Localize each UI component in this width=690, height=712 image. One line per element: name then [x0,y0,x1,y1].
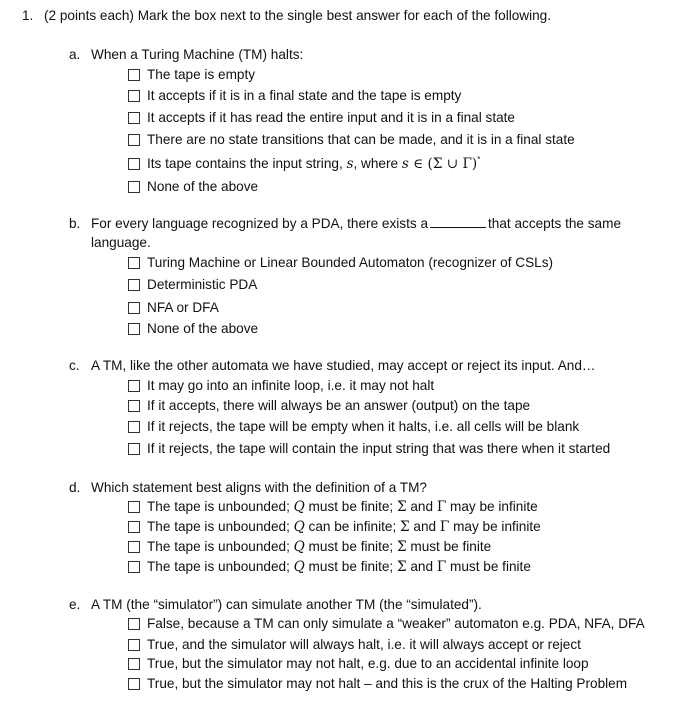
part-a-option-1[interactable] [128,67,255,82]
part-b-option-4[interactable] [128,321,258,336]
part-b-option-1[interactable] [128,255,553,270]
option-label: True, and the simulator will always halt, i.e. it will always accept or reject [147,637,581,652]
option-label: The tape is unbounded; Q must be finite; Σ must be finite [147,539,492,555]
question-number: 1. [22,8,34,23]
checkbox[interactable] [128,257,140,269]
option-label: The tape is empty [147,67,256,82]
option-label: True, but the simulator may not halt, e.g. due to an accidental infinite loop [147,656,589,671]
checkbox[interactable] [128,618,140,630]
checkbox[interactable] [128,112,140,124]
fill-in-blank [430,216,486,228]
option-label: It accepts if it has read the entire input and it is in a final state [147,110,515,125]
checkbox[interactable] [128,541,140,553]
part-d-prompt-text: Which statement best aligns with the definition of a TM? [91,480,427,495]
part-c-letter: c. [69,358,80,373]
part-c-option-2[interactable] [128,398,530,413]
part-d-option-1[interactable] [128,499,538,515]
option-label: If it accepts, there will always be an answer (output) on the tape [147,398,531,413]
part-a-option-5[interactable] [128,155,480,172]
checkbox[interactable] [128,181,140,193]
checkbox[interactable] [128,443,140,455]
checkbox[interactable] [128,658,140,670]
checkbox[interactable] [128,400,140,412]
part-a-option-2[interactable] [128,88,461,103]
part-c-prompt-text: A TM, like the other automata we have studied, may accept or reject its input. And… [91,358,596,373]
option-label: Its tape contains the input string, s, where s ∈ (Σ ∪ Γ)* [147,155,481,172]
part-e-letter: e. [69,597,81,612]
option-label: None of the above [147,179,259,194]
part-b-option-2[interactable] [128,277,257,292]
option-label: None of the above [147,321,259,336]
part-d-option-2[interactable] [128,519,541,535]
option-label: There are no state transitions that can be made, and it is in a final state [147,132,575,147]
option-label: It may go into an infinite loop, i.e. it may not halt [147,378,435,393]
checkbox[interactable] [128,302,140,314]
part-a-option-3[interactable] [128,110,515,125]
part-e-option-4[interactable] [128,676,627,691]
part-a-prompt [69,47,303,62]
option-label: Turing Machine or Linear Bounded Automaton (recognizer of CSLs) [147,255,554,270]
checkbox[interactable] [128,158,140,170]
checkbox[interactable] [128,561,140,573]
part-a-option-6[interactable] [128,179,258,194]
part-a-prompt-text: When a Turing Machine (TM) halts: [91,47,304,62]
option-label: Deterministic PDA [147,277,258,292]
option-label: If it rejects, the tape will contain the input string that was there when it started [147,441,611,456]
part-b-prompt-post: that accepts the same [488,216,622,231]
checkbox[interactable] [128,421,140,433]
option-label: If it rejects, the tape will be empty when it halts, i.e. all cells will be blank [147,419,580,434]
question-text: (2 points each) Mark the box next to the single best answer for each of the following. [44,8,552,23]
part-b-letter: b. [69,216,81,231]
part-d-letter: d. [69,480,81,495]
part-b-prompt-pre: For every language recognized by a PDA, there exists a [91,216,429,231]
part-d-prompt [69,480,427,495]
part-d-option-4[interactable] [128,559,531,575]
part-a-letter: a. [69,47,81,62]
checkbox[interactable] [128,90,140,102]
part-e-prompt-text: A TM (the “simulator”) can simulate another TM (the “simulated”). [91,597,482,612]
checkbox[interactable] [128,501,140,513]
part-e-option-3[interactable] [128,656,589,671]
part-b-prompt [69,216,621,231]
checkbox[interactable] [128,678,140,690]
part-b-prompt-continuation: language. [91,235,151,250]
option-label: The tape is unbounded; Q can be infinite; Σ and Γ may be infinite [147,519,541,535]
part-e-prompt [69,597,482,612]
part-e-option-2[interactable] [128,637,581,652]
part-a-option-4[interactable] [128,132,575,147]
option-label: The tape is unbounded; Q must be finite; Σ and Γ must be finite [147,559,531,575]
checkbox[interactable] [128,639,140,651]
option-label: It accepts if it is in a final state and the tape is empty [147,88,462,103]
part-c-option-1[interactable] [128,378,434,393]
checkbox[interactable] [128,521,140,533]
option-label: False, because a TM can only simulate a “weaker” automaton e.g. PDA, NFA, DFA [147,616,645,631]
question-header [22,8,551,23]
checkbox[interactable] [128,323,140,335]
part-d-option-3[interactable] [128,539,491,555]
option-label: The tape is unbounded; Q must be finite; Σ and Γ may be infinite [147,499,538,515]
checkbox[interactable] [128,69,140,81]
option-label: NFA or DFA [147,300,219,315]
part-e-option-1[interactable] [128,616,645,631]
checkbox[interactable] [128,380,140,392]
checkbox[interactable] [128,134,140,146]
checkbox[interactable] [128,279,140,291]
part-c-option-4[interactable] [128,441,610,456]
part-c-prompt [69,358,596,373]
option-label: True, but the simulator may not halt – and this is the crux of the Halting Problem [147,676,628,691]
part-b-option-3[interactable] [128,300,219,315]
part-c-option-3[interactable] [128,419,579,434]
